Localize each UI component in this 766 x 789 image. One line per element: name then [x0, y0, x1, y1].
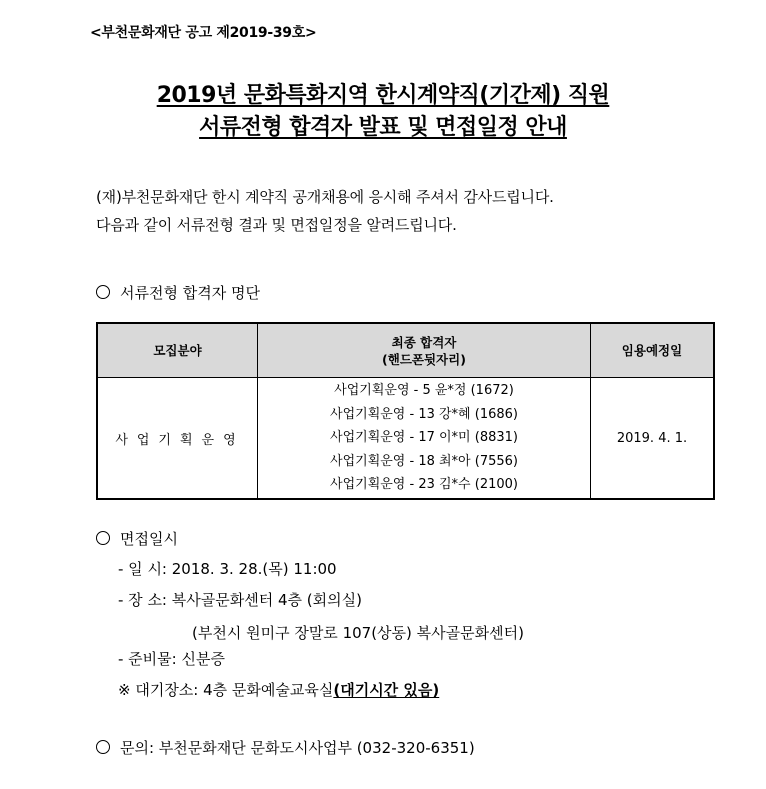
interview-datetime: - 일 시: 2018. 3. 28.(목) 11:00	[118, 560, 337, 578]
circle-bullet-icon	[96, 285, 110, 299]
list-item: 사업기획운영 - 13 강*혜 (1686)	[330, 406, 518, 422]
waiting-room-note: ※ 대기장소: 4층 문화예술교육실(대기시간 있음)	[118, 681, 440, 699]
interview-prep: - 준비물: 신분증	[118, 650, 225, 668]
header-final: 최종 합격자 (핸드폰뒷자리)	[258, 323, 591, 378]
notice-number: <부천문화재단 공고 제2019-39호>	[90, 25, 317, 41]
list-item: 사업기획운영 - 17 이*미 (8831)	[330, 430, 518, 446]
candidates-cell	[258, 378, 591, 500]
list-item: 사업기획운영 - 5 윤*정 (1672)	[334, 383, 514, 399]
interview-place: - 장 소: 복사골문화센터 4층 (회의실)	[118, 591, 362, 609]
header-start-date: 임용예정일	[591, 323, 715, 378]
table-header-row	[97, 323, 714, 378]
table-row	[97, 378, 714, 500]
circle-bullet-icon	[96, 531, 110, 545]
start-date-cell: 2019. 4. 1.	[591, 378, 715, 500]
pass-list-table	[96, 322, 715, 500]
section-pass-heading: 서류전형 합격자 명단	[96, 282, 260, 303]
page-title-line2: 서류전형 합격자 발표 및 면접일정 안내	[199, 115, 567, 140]
contact-info: 문의: 부천문화재단 문화도시사업부 (032-320-6351)	[96, 737, 475, 758]
list-item: 사업기획운영 - 18 최*아 (7556)	[330, 453, 518, 469]
candidate-list	[259, 379, 589, 497]
circle-bullet-icon	[96, 740, 110, 754]
interview-address: (부천시 원미구 장말로 107(상동) 복사골문화센터)	[192, 624, 524, 642]
intro-line1: (재)부천문화재단 한시 계약직 공개채용에 응시해 주셔서 감사드립니다.	[96, 188, 554, 206]
page-title-line1: 2019년 문화특화지역 한시계약직(기간제) 직원	[156, 83, 610, 108]
waiting-emphasis: (대기시간 있음)	[333, 681, 440, 699]
header-field: 모집분야	[97, 323, 258, 378]
field-cell: 사업기획운영	[97, 378, 258, 500]
list-item: 사업기획운영 - 23 김*수 (2100)	[330, 477, 518, 493]
intro-line2: 다음과 같이 서류전형 결과 및 면접일정을 알려드립니다.	[96, 216, 457, 234]
section-interview-heading: 면접일시	[96, 528, 178, 549]
